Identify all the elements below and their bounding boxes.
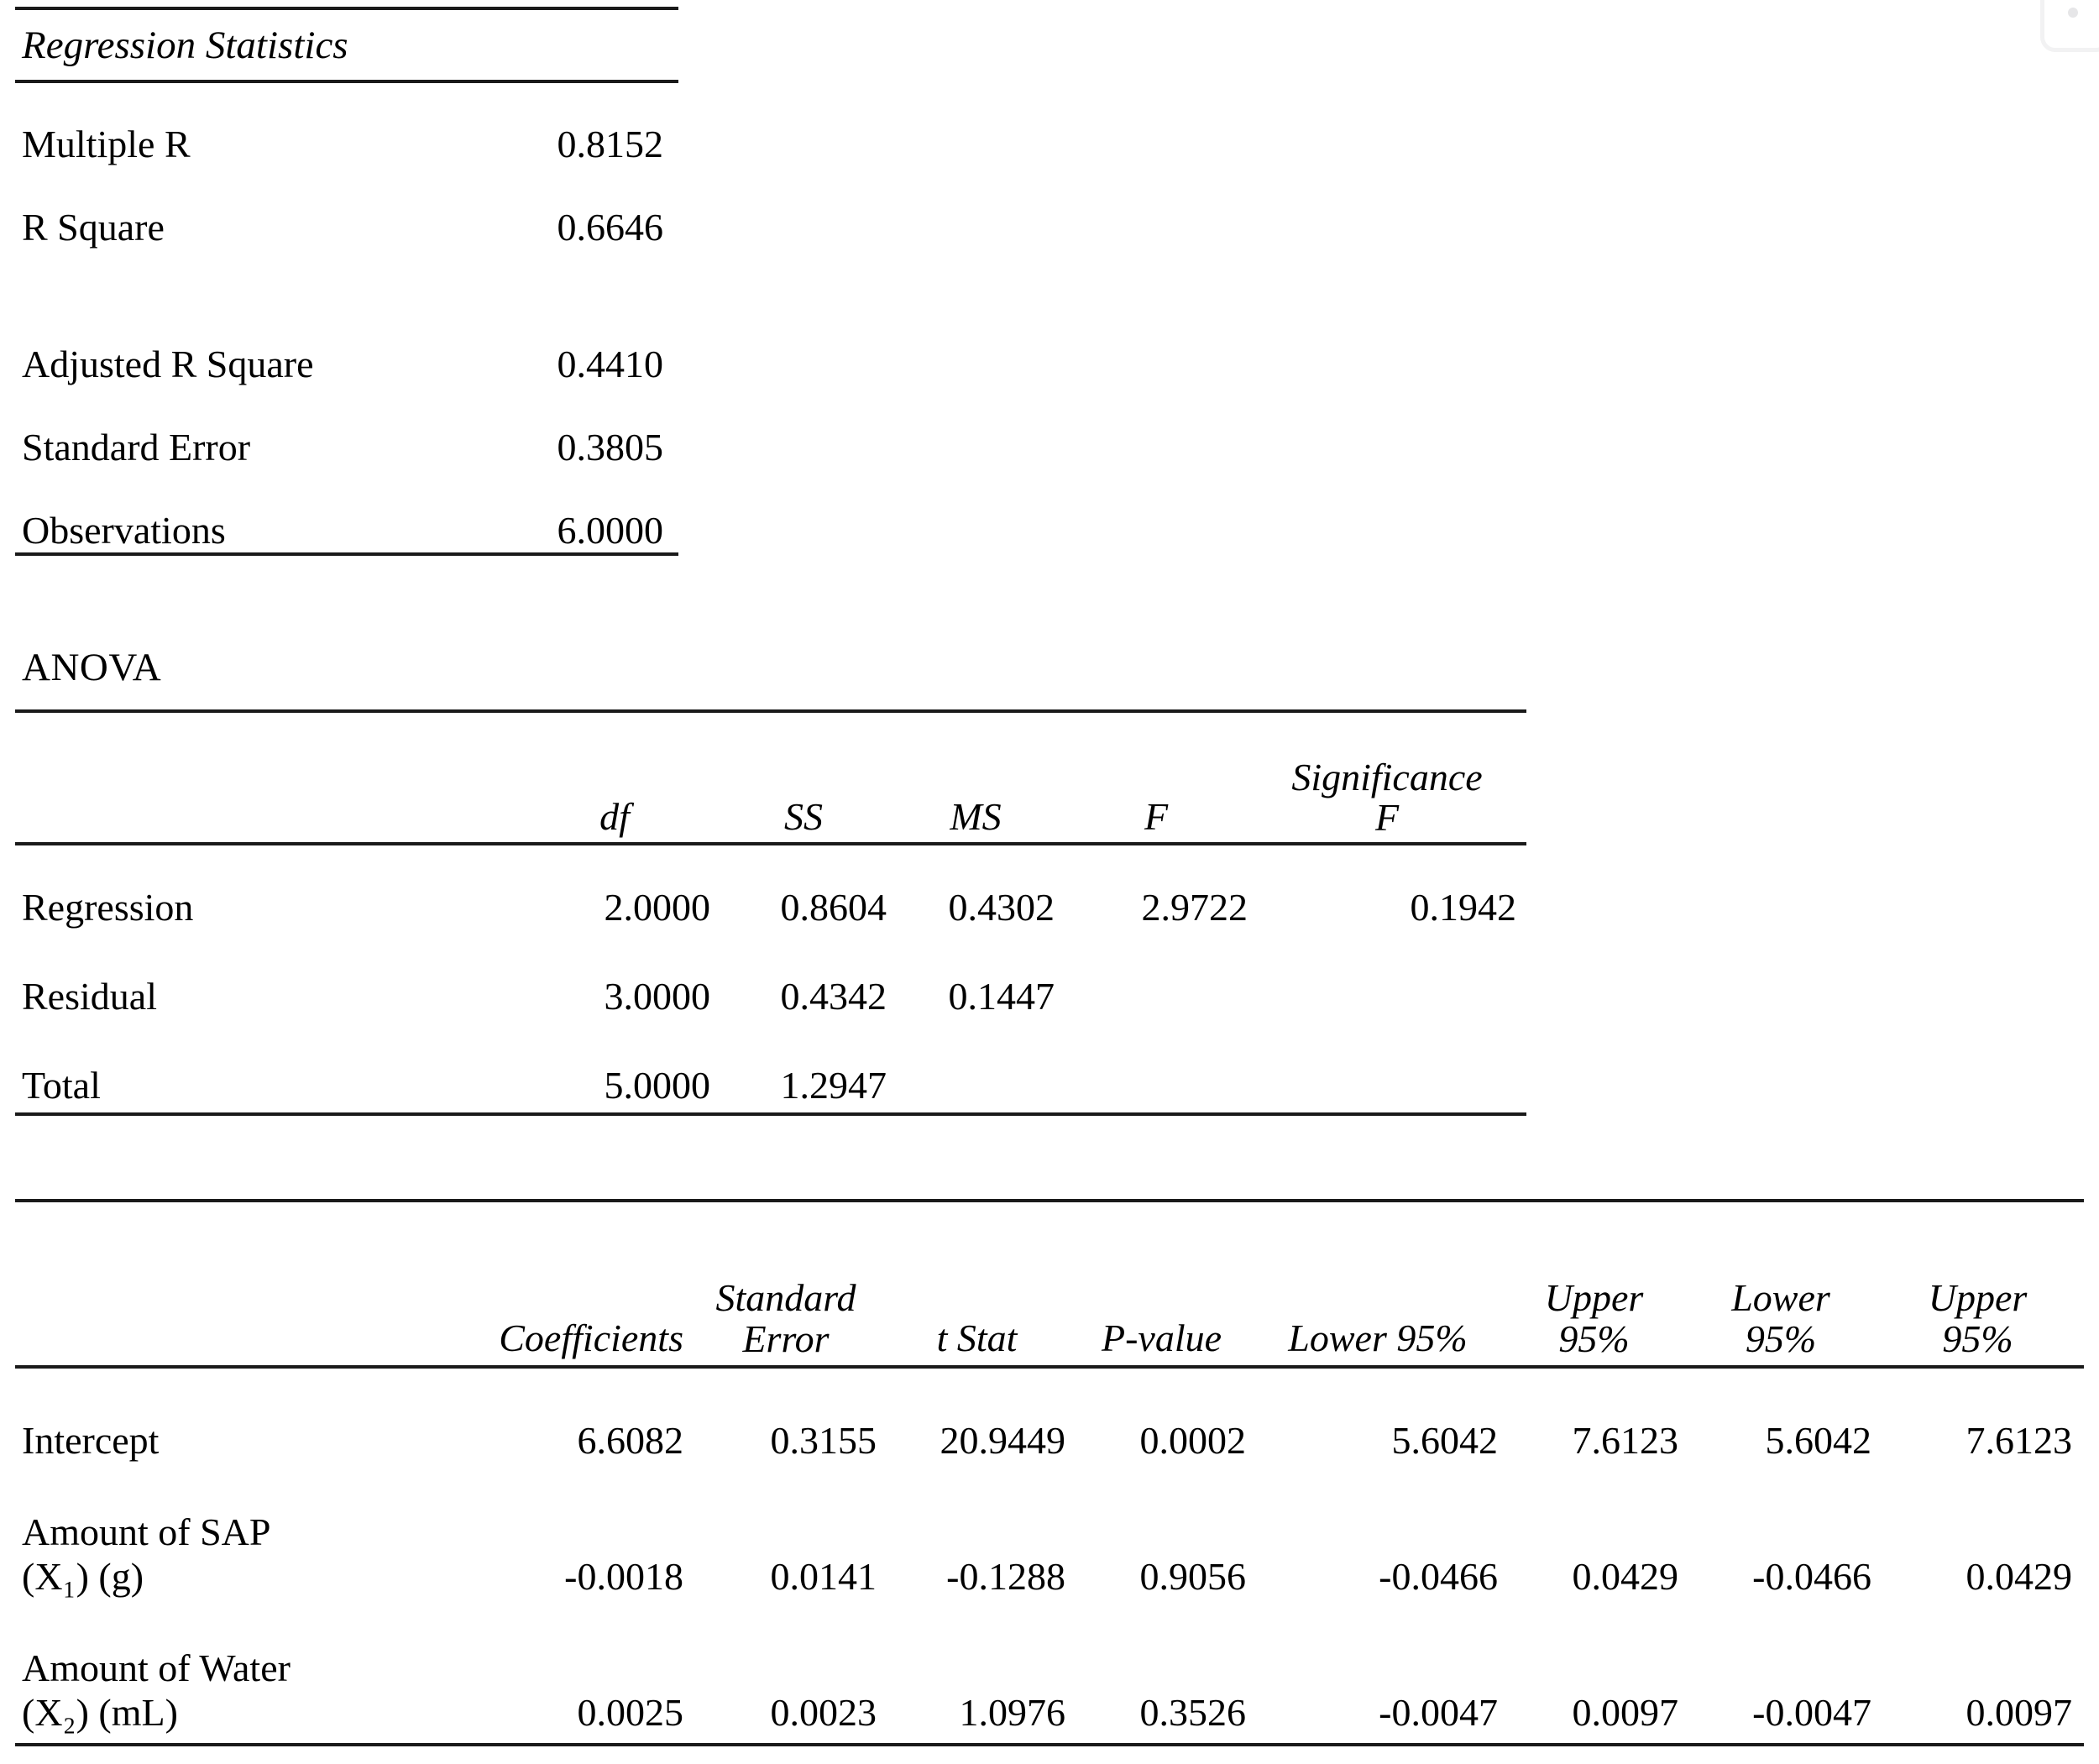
coef-value-amount-of-water: 0.0025 <box>427 1607 695 1745</box>
table-row <box>15 469 678 554</box>
coef-term-amount-of-water-line1: Amount of Water <box>22 1646 291 1690</box>
coef-term-intercept: Intercept <box>22 1419 160 1463</box>
anova-ms-regression: 0.4302 <box>948 886 1055 929</box>
coef-upper95-amount-of-water: 0.0097 <box>1510 1607 1690 1745</box>
anova-ms-total <box>897 1023 1065 1114</box>
stat-value-adjusted-r-square: 0.4410 <box>557 343 664 386</box>
coef-upper95b-intercept: 7.6123 <box>1966 1419 2072 1463</box>
anova-header-significance-line2: F <box>1374 796 1400 840</box>
coef-term-amount-of-sap-line2: (X₁) (g) <box>22 1554 144 1598</box>
regression-statistics-title: Regression Statistics <box>15 8 678 81</box>
table-spacer-row <box>15 249 678 303</box>
table-row <box>15 303 678 386</box>
coef-header-standard-error-line2: Error <box>742 1317 830 1361</box>
anova-df-total: 5.0000 <box>519 1023 720 1114</box>
anova-section-title: ANOVA <box>22 646 162 689</box>
table-row <box>15 934 1526 1023</box>
stat-value-r-square: 0.6646 <box>557 206 664 249</box>
anova-header-ms: MS <box>897 711 1065 844</box>
stat-label-multiple-r: Multiple R <box>22 123 191 166</box>
regression-statistics-table <box>15 7 678 556</box>
anova-source-total: Total <box>15 1023 519 1114</box>
coef-se-intercept: 0.3155 <box>770 1419 877 1463</box>
anova-header-source <box>15 711 519 844</box>
coef-se-amount-of-water: 0.0023 <box>695 1607 888 1745</box>
anova-df-residual: 3.0000 <box>604 975 710 1018</box>
coef-header-term <box>15 1201 427 1367</box>
anova-f-residual <box>1065 934 1258 1023</box>
coef-lower95-amount-of-water: -0.0047 <box>1258 1607 1510 1745</box>
anova-ss-regression: 0.8604 <box>780 886 887 929</box>
stat-label-adjusted-r-square: Adjusted R Square <box>22 343 314 386</box>
coef-header-upper-95-duplicate-line2: 95% <box>1942 1317 2013 1361</box>
coef-term-amount-of-water-line2: (X₂) (mL) <box>22 1690 178 1734</box>
coef-tstat-amount-of-sap: -0.1288 <box>946 1555 1065 1599</box>
table-row <box>15 1023 1526 1114</box>
coefficients-table <box>15 1199 2084 1746</box>
coef-term-amount-of-water <box>15 1607 427 1745</box>
regression-statistics-table-wrapper <box>15 7 678 556</box>
anova-table-wrapper <box>15 709 1526 1116</box>
coef-header-upper-95-line2: 95% <box>1558 1317 1630 1361</box>
anova-source-regression: Regression <box>22 886 194 929</box>
stat-value-observations: 6.0000 <box>410 469 678 554</box>
coef-term-amount-of-sap-line1: Amount of SAP <box>22 1510 271 1554</box>
anova-sigf-residual <box>1258 934 1526 1023</box>
anova-header-f: F <box>1065 711 1258 844</box>
coef-upper95b-amount-of-water: 0.0097 <box>1883 1607 2084 1745</box>
coef-header-lower-95-duplicate-line2: 95% <box>1745 1317 1817 1361</box>
anova-df-regression: 2.0000 <box>604 886 710 929</box>
stat-label-standard-error: Standard Error <box>22 426 251 469</box>
anova-ss-total: 1.2947 <box>720 1023 897 1114</box>
coef-header-standard-error <box>695 1201 888 1367</box>
anova-f-total <box>1065 1023 1258 1114</box>
coef-header-upper-95-duplicate-line1: Upper <box>1928 1275 2028 1319</box>
anova-header-significance-f <box>1258 711 1526 844</box>
coef-header-coefficients: Coefficients <box>427 1201 695 1367</box>
coef-upper95-intercept: 7.6123 <box>1572 1419 1678 1463</box>
corner-widget-artifact <box>2040 0 2099 52</box>
anova-header-df: df <box>519 711 720 844</box>
anova-ss-residual: 0.4342 <box>780 975 887 1018</box>
stat-value-multiple-r: 0.8152 <box>557 123 664 166</box>
stat-label-r-square: R Square <box>22 206 165 249</box>
anova-sigf-total <box>1258 1023 1526 1114</box>
coef-value-amount-of-sap: -0.0018 <box>564 1555 683 1599</box>
coef-header-upper-95-duplicate <box>1883 1201 2084 1367</box>
table-row <box>15 1367 2084 1471</box>
anova-ms-residual: 0.1447 <box>948 975 1055 1018</box>
anova-f-regression: 2.9722 <box>1141 886 1248 929</box>
coef-lower95b-amount-of-water: -0.0047 <box>1690 1607 1883 1745</box>
coef-pvalue-amount-of-water: 0.3526 <box>1077 1607 1258 1745</box>
stat-label-observations: Observations <box>15 469 410 554</box>
coefficients-table-wrapper <box>15 1199 2084 1746</box>
stat-value-standard-error: 0.3805 <box>557 426 664 469</box>
coef-header-lower-95-duplicate <box>1690 1201 1883 1367</box>
table-row <box>15 166 678 249</box>
coef-header-standard-error-line1: Standard <box>715 1275 856 1319</box>
coef-pvalue-intercept: 0.0002 <box>1139 1419 1246 1463</box>
coef-header-t-stat: t Stat <box>888 1201 1077 1367</box>
coef-lower95-amount-of-sap: -0.0466 <box>1379 1555 1498 1599</box>
coef-tstat-intercept: 20.9449 <box>940 1419 1065 1463</box>
coef-upper95b-amount-of-sap: 0.0429 <box>1966 1555 2072 1599</box>
coef-tstat-amount-of-water: 1.0976 <box>888 1607 1077 1745</box>
coef-header-lower-95-duplicate-line1: Lower <box>1731 1275 1830 1319</box>
coef-pvalue-amount-of-sap: 0.9056 <box>1139 1555 1246 1599</box>
coef-lower95b-amount-of-sap: -0.0466 <box>1752 1555 1871 1599</box>
coef-lower95b-intercept: 5.6042 <box>1765 1419 1871 1463</box>
table-row <box>15 844 1526 934</box>
anova-source-residual: Residual <box>22 975 157 1018</box>
anova-header-ss: SS <box>720 711 897 844</box>
table-row <box>15 1607 2084 1745</box>
coef-header-upper-95 <box>1510 1201 1690 1367</box>
anova-table <box>15 709 1526 1116</box>
coef-header-upper-95-line1: Upper <box>1544 1275 1644 1319</box>
table-row <box>15 81 678 166</box>
table-row <box>15 386 678 469</box>
table-row <box>15 1471 2084 1607</box>
anova-sigf-regression: 0.1942 <box>1410 886 1516 929</box>
coef-upper95-amount-of-sap: 0.0429 <box>1572 1555 1678 1599</box>
coef-se-amount-of-sap: 0.0141 <box>770 1555 877 1599</box>
coef-header-p-value: P-value <box>1077 1201 1258 1367</box>
coef-value-intercept: 6.6082 <box>577 1419 683 1463</box>
coef-term-amount-of-sap <box>15 1471 427 1607</box>
coef-header-lower-95: Lower 95% <box>1258 1201 1510 1367</box>
anova-header-significance-line1: Significance <box>1291 755 1483 798</box>
coef-lower95-intercept: 5.6042 <box>1391 1419 1498 1463</box>
